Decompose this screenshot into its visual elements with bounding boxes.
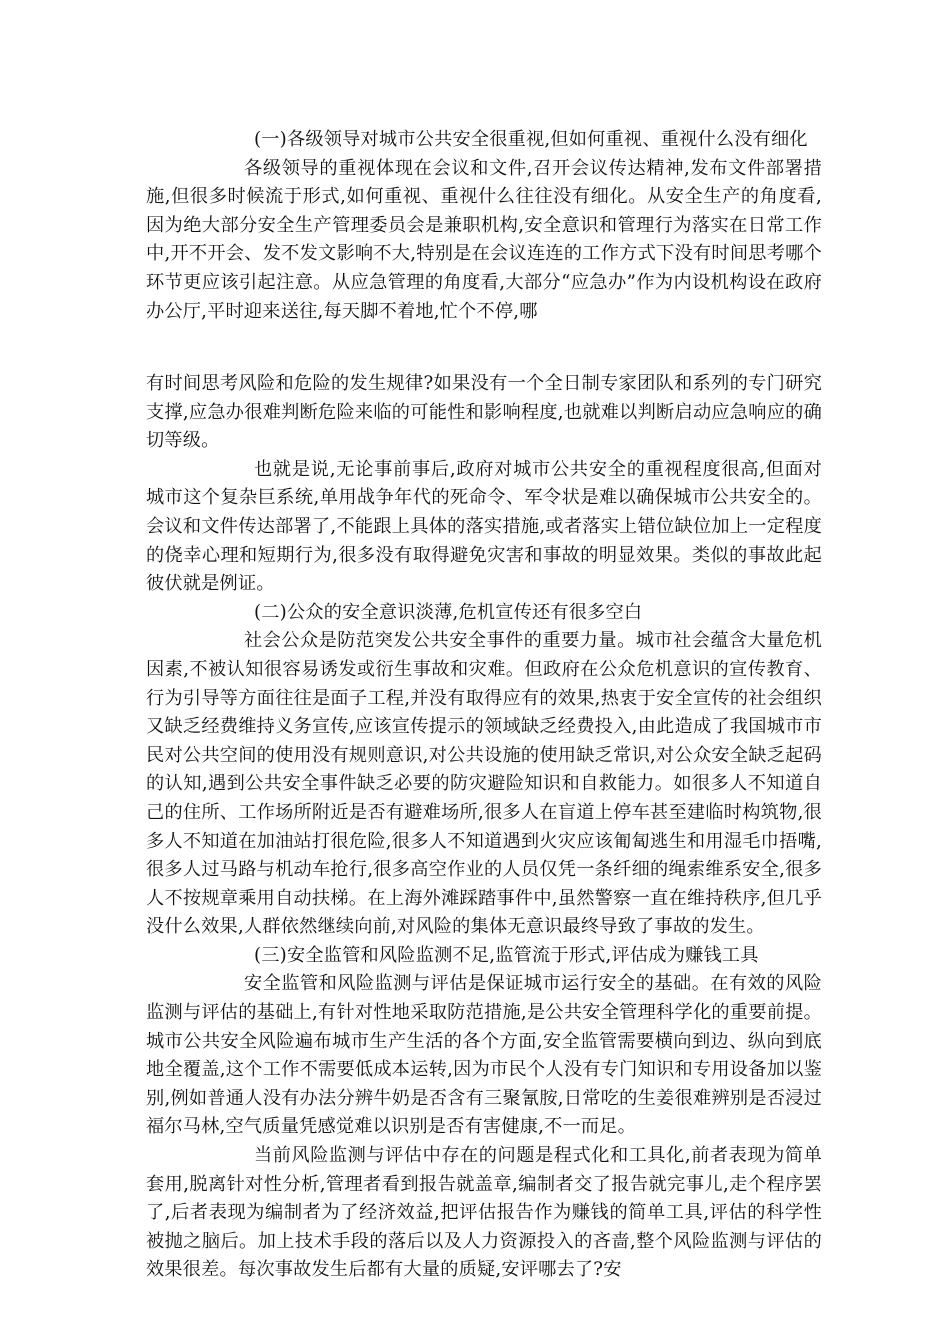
paragraph-2: 也就是说,无论事前事后,政府对城市公共安全的重视程度很高,但面对城市这个复杂巨系统,单用战争年代的死命令、军令状是难以确保城市公共安全的。会议和文件传达部署了,不能跟上具体的落实措施,或者落实上错位缺位加上一定程度的侥幸心理和短期行为,很多没有取得避免灾害和事故的明显效果。类似的事故此起彼伏就是例证。 — [146, 458, 822, 595]
section-heading-1: (一)各级领导对城市公共安全很重视,但如何重视、重视什么没有细化 — [254, 129, 808, 150]
section-heading-3: (三)安全监管和风险监测不足,监管流于形式,评估成为赚钱工具 — [254, 944, 759, 966]
paragraph-5: 当前风险监测与评估中存在的问题是程式化和工具化,前者表现为简单套用,脱离针对性分析,管理者看到报告就盖章,编制者交了报告就完事儿,走个程序罢了,后者表现为编制者为了经济效益,把评估报告作为赚钱的简单工具,评估的科学性被抛之脑后。加上技术手段的落后以及人力资源投入的吝啬,整个风险监测与评估的效果很差。每次事故发生后都有大量的质疑,安评哪去了?安 — [146, 1145, 822, 1281]
paragraph-3: 社会公众是防范突发公共安全事件的重要力量。城市社会蕴含大量危机因素,不被认知很容易诱发或衍生事故和灾难。但政府在公众危机意识的宣传教育、行为引导等方面往往是面子工程,并没有取得应有的效果,热衷于安全宣传的社会组织又缺乏经费维持义务宣传,应该宣传提示的领域缺乏经费投入,由此造成了我国城市市民对公共空间的使用没有规则意识,对公共设施的使用缺乏常识,对公众安全缺乏起码的认知,遇到公共安全事件缺乏必要的防灾避险知识和自救能力。如很多人不知道自己的住所、工作场所附近是否有避难场所,很多人在盲道上停车甚至建临时构筑物,很多人不知道在加油站打很危险,很多人不知道遇到火灾应该匍匐逃生和用湿毛巾捂嘴,很多人过马路与机动车抢行,很多高空作业的人员仅凭一条纤细的绳索维系安全,很多人不按规章乘用自动扶梯。在上海外滩踩踏事件中,虽然警察一直在维持秩序,但几乎没什么效果,人群依然继续向前,对风险的集体无意识最终导致了事故的发生。 — [146, 630, 822, 938]
section-heading-2: (二)公众的安全意识淡薄,危机宣传还有很多空白 — [254, 601, 643, 623]
paragraph-1-continued: 有时间思考风险和危险的发生规律?如果没有一个全日制专家团队和系列的专门研究支撑,应急办很难判断危险来临的可能性和影响程度,也就难以判断启动应急响应的确切等级。 — [146, 373, 822, 452]
paragraph-4: 安全监管和风险监测与评估是保证城市运行安全的基础。在有效的风险监测与评估的基础上,有针对性地采取防范措施,是公共安全管理科学化的重要前提。城市公共安全风险遍布城市生产生活的各个方面,安全监管需要横向到边、纵向到底地全覆盖,这个工作不需要低成本运转,因为市民个人没有专门知识和专用设备加以鉴别,例如普通人没有办法分辨牛奶是否含有三聚氰胺,日常吃的生姜很难辨别是否浸过福尔马林,空气质量凭感觉难以识别是否有害健康,不一而足。 — [146, 973, 822, 1138]
text-block-upper — [146, 126, 822, 326]
paragraph-1: 各级领导的重视体现在会议和文件,召开会议传达精神,发布文件部署措施,但很多时候流于形式,如何重视、重视什么往往没有细化。从安全生产的角度看,因为绝大部分安全生产管理委员会是兼职机构,安全意识和管理行为落实在日常工作中,开不开会、发不发文影响不大,特别是在会议连连的工作方式下没有时间思考哪个环节更应该引起注意。从应急管理的角度看,大部分“应急办”作为内设机构设在政府办公厅,平时迎来送往,每天脚不着地,忙个不停,哪 — [146, 157, 822, 322]
text-block-lower — [146, 370, 822, 1285]
